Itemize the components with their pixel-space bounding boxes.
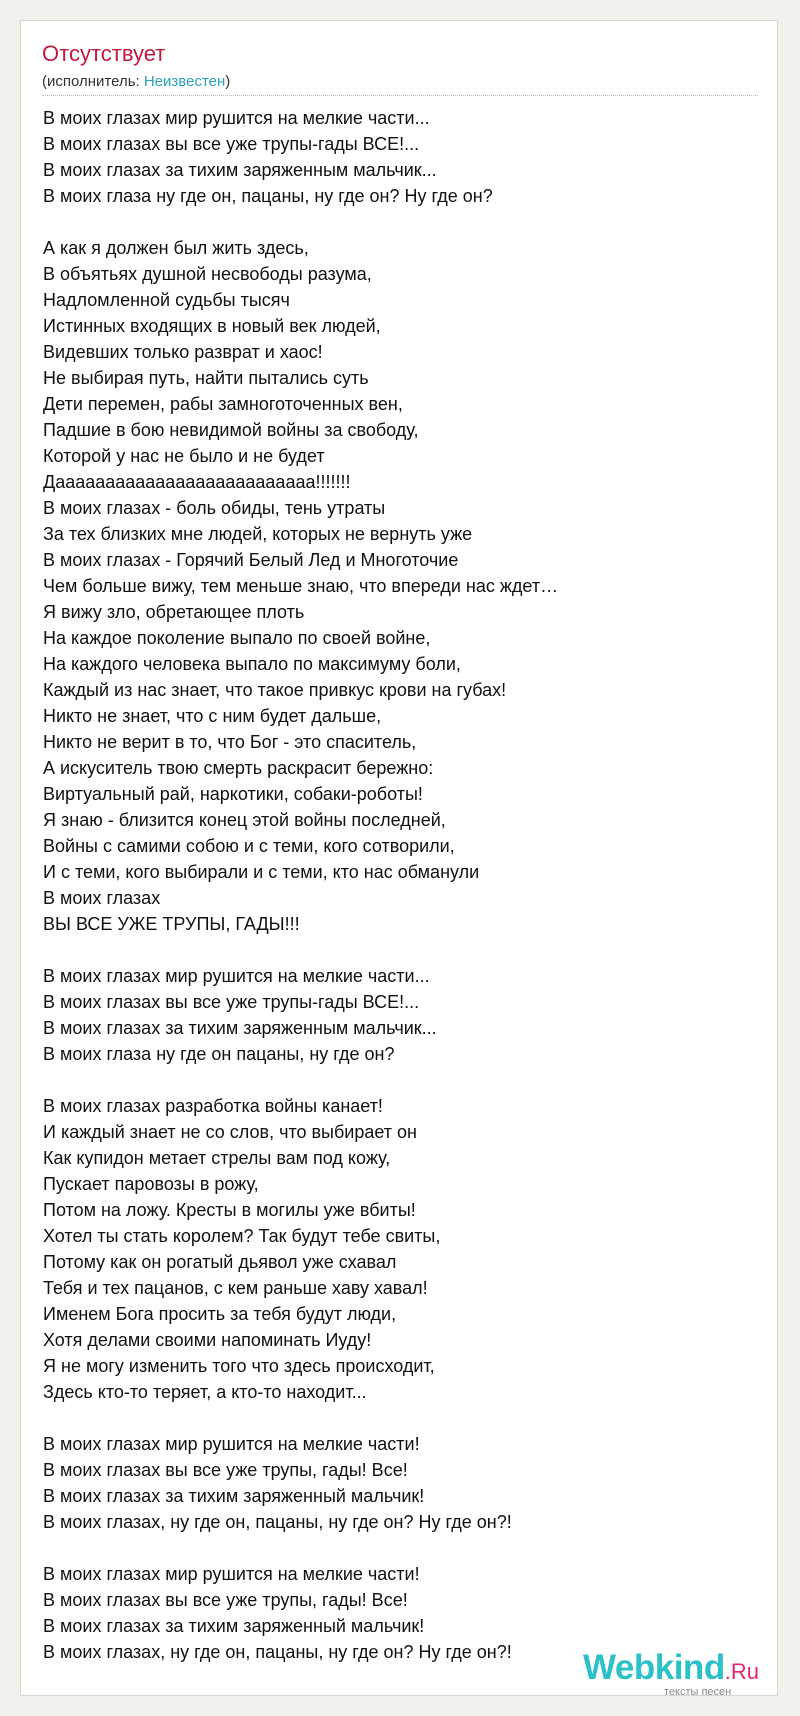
lyric-line: Падшие в бою невидимой войны за свободу,: [43, 420, 419, 440]
lyric-line: Именем Бога просить за тебя будут люди,: [43, 1304, 397, 1324]
lyric-line: Потом на ложу. Кресты в могилы уже вбиты!: [43, 1200, 416, 1220]
lyric-line: Я не могу изменить того что здесь происходит,: [43, 1356, 435, 1376]
stanza-gap: [43, 1405, 763, 1431]
lyric-line: И каждый знает не со слов, что выбирает он: [43, 1122, 417, 1142]
lyric-line: В моих глазах, ну где он, пацаны, ну где он? Ну где он?!: [43, 1642, 512, 1662]
lyric-line: Войны с самими собою и с теми, кого сотворили,: [43, 836, 455, 856]
lyric-line: Не выбирая путь, найти пытались суть: [43, 368, 369, 388]
lyric-line: В моих глазах, ну где он, пацаны, ну где он? Ну где он?!: [43, 1512, 512, 1532]
lyric-line: В моих глазах - Горячий Белый Лед и Многоточие: [43, 550, 459, 570]
lyric-line: В моих глаза ну где он пацаны, ну где он?: [43, 1044, 395, 1064]
lyric-line: В моих глазах мир рушится на мелкие части!: [43, 1434, 420, 1454]
lyric-line: В моих глазах мир рушится на мелкие части!: [43, 1564, 420, 1584]
lyric-line: На каждого человека выпало по максимуму боли,: [43, 654, 461, 674]
lyric-line: Как купидон метает стрелы вам под кожу,: [43, 1148, 391, 1168]
lyric-line: Каждый из нас знает, что такое привкус крови на губах!: [43, 680, 507, 700]
lyrics-text: [43, 105, 763, 1665]
lyric-line: Никто не знает, что с ним будет дальше,: [43, 706, 382, 726]
lyric-line: В моих глазах: [43, 888, 161, 908]
lyric-line: За тех близких мне людей, которых не вернуть уже: [43, 524, 473, 544]
logo-wordmark: [583, 1648, 759, 1689]
lyric-line: Хотя делами своими напоминать Иуду!: [43, 1330, 372, 1350]
lyric-line: В моих глазах за тихим заряженный мальчик!: [43, 1486, 425, 1506]
lyric-line: Видевших только разврат и хаос!: [43, 342, 323, 362]
lyric-line: Которой у нас не было и не будет: [43, 446, 325, 466]
lyric-line: Чем больше вижу, тем меньше знаю, что впереди нас ждет…: [43, 576, 559, 596]
lyric-line: Пускает паровозы в рожу,: [43, 1174, 259, 1194]
title-divider: [42, 95, 758, 96]
logo-tagline: тексты песен: [664, 1686, 732, 1698]
lyric-line: На каждое поколение выпало по своей войне,: [43, 628, 431, 648]
song-title: Отсутствует: [42, 41, 166, 66]
lyric-line: В моих глазах вы все уже трупы, гады! Все!: [43, 1590, 408, 1610]
lyric-line: Надломленной судьбы тысяч: [43, 290, 290, 310]
lyric-line: В моих глазах за тихим заряженным мальчик...: [43, 1018, 437, 1038]
artist-prefix: (исполнитель:: [42, 73, 144, 90]
lyric-line: Истинных входящих в новый век людей,: [43, 316, 381, 336]
site-logo[interactable]: [583, 1648, 759, 1698]
lyric-line: Я вижу зло, обретающее плоть: [43, 602, 305, 622]
lyrics-card: [20, 20, 778, 1696]
lyric-line: Тебя и тех пацанов, с кем раньше хаву хавал!: [43, 1278, 428, 1298]
lyric-line: ВЫ ВСЕ УЖЕ ТРУПЫ, ГАДЫ!!!: [43, 914, 300, 934]
stanza-gap: [43, 937, 763, 963]
lyric-line: В моих глазах мир рушится на мелкие части...: [43, 108, 430, 128]
lyric-line: В моих глазах за тихим заряженный мальчик!: [43, 1616, 425, 1636]
lyric-line: А как я должен был жить здесь,: [43, 238, 309, 258]
artist-line: [42, 73, 230, 91]
lyric-line: В моих глазах - боль обиды, тень утраты: [43, 498, 386, 518]
lyric-line: В объятьях душной несвободы разума,: [43, 264, 372, 284]
logo-ru-text: .Ru: [724, 1659, 759, 1684]
stanza-gap: [43, 1067, 763, 1093]
stanza-gap: [43, 209, 763, 235]
lyric-line: В моих глазах за тихим заряженным мальчик...: [43, 160, 437, 180]
lyric-line: И с теми, кого выбирали и с теми, кто нас обманули: [43, 862, 480, 882]
lyric-line: Хотел ты стать королем? Так будут тебе свиты,: [43, 1226, 441, 1246]
lyric-line: В моих глазах вы все уже трупы-гады ВСЕ!...: [43, 992, 420, 1012]
logo-main-text: Webkind: [583, 1648, 725, 1687]
lyric-line: В моих глазах вы все уже трупы-гады ВСЕ!...: [43, 134, 420, 154]
lyric-line: Я знаю - близится конец этой войны последней,: [43, 810, 446, 830]
lyric-line: Даааааааааааааааааааааааааа!!!!!!!: [43, 472, 351, 492]
stanza-gap: [43, 1535, 763, 1561]
lyric-line: Виртуальный рай, наркотики, собаки-роботы!: [43, 784, 423, 804]
lyric-line: Здесь кто-то теряет, а кто-то находит...: [43, 1382, 367, 1402]
lyric-line: Дети перемен, рабы замноготоченных вен,: [43, 394, 403, 414]
lyric-line: Никто не верит в то, что Бог - это спаситель,: [43, 732, 417, 752]
artist-suffix: ): [225, 73, 231, 90]
lyric-line: В моих глазах вы все уже трупы, гады! Все!: [43, 1460, 408, 1480]
lyric-line: В моих глазах мир рушится на мелкие части...: [43, 966, 430, 986]
lyric-line: В моих глаза ну где он, пацаны, ну где он? Ну где он?: [43, 186, 493, 206]
lyric-line: А искуситель твою смерть раскрасит бережно:: [43, 758, 434, 778]
lyric-line: В моих глазах разработка войны канает!: [43, 1096, 383, 1116]
lyric-line: Потому как он рогатый дьявол уже схавал: [43, 1252, 397, 1272]
artist-link[interactable]: Неизвестен: [143, 73, 226, 90]
